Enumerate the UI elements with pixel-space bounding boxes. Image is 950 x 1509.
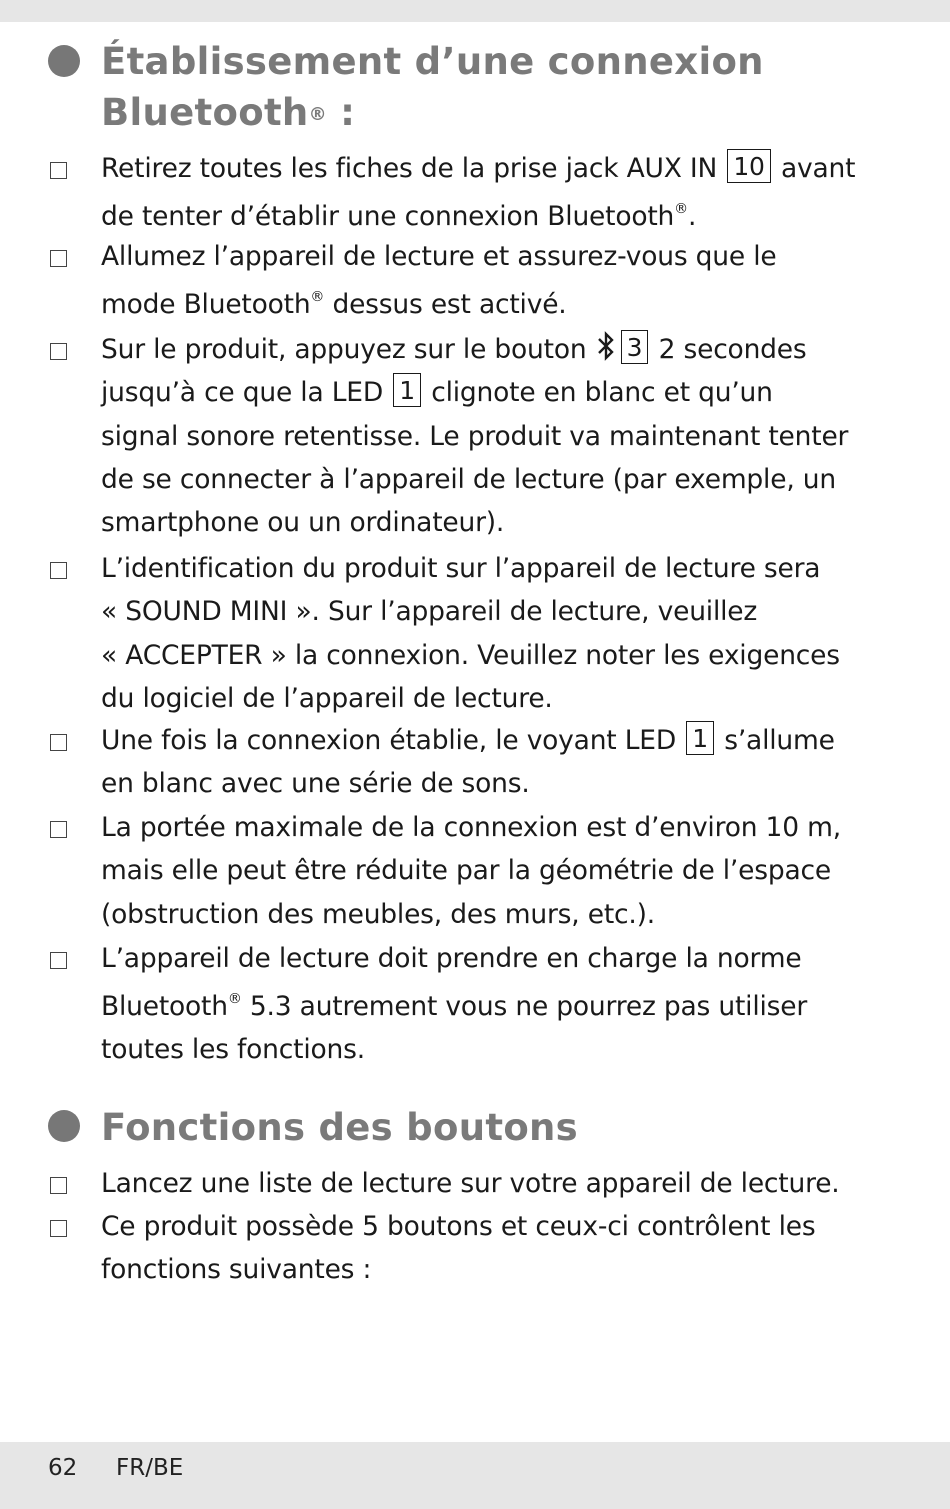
text-span: 5.3 autrement vous ne pourrez pas utiliser (241, 991, 808, 1023)
text-line: smartphone ou un ordinateur). (101, 507, 505, 539)
checkbox-bullet (50, 734, 67, 751)
text-span: Bluetooth (101, 991, 228, 1023)
checkbox-bullet (50, 1220, 67, 1237)
registered-mark: ® (310, 289, 325, 306)
title-bluetooth: Bluetooth (101, 91, 309, 134)
registered-mark: ® (674, 201, 688, 218)
text-span: Sur le produit, appuyez sur le bouton (101, 334, 595, 365)
text-span: 2 secondes (650, 334, 807, 365)
checkbox-bullet (50, 1177, 67, 1194)
checkbox-bullet (50, 821, 67, 838)
heading-bullet (48, 45, 80, 77)
page-number: 62 (48, 1455, 78, 1481)
heading-bullet (48, 1110, 80, 1142)
section-title: Fonctions des boutons (101, 1106, 579, 1149)
text-line: fonctions suivantes : (101, 1254, 372, 1286)
text-span: de tenter d’établir une connexion Bluetooth (101, 201, 675, 233)
text-line (101, 278, 901, 326)
text-span: Une fois la connexion établie, le voyant LED (101, 725, 685, 756)
checkbox-bullet (50, 343, 67, 360)
text-line: Ce produit possède 5 boutons et ceux-ci contrôlent les (101, 1211, 816, 1242)
text-line: du logiciel de l’appareil de lecture. (101, 682, 553, 714)
text-line: « SOUND MINI ». Sur l’appareil de lecture, veuillez (101, 596, 758, 628)
page-locale: FR/BE (116, 1455, 184, 1481)
title-colon: : (326, 91, 356, 134)
reference-number: 1 (686, 721, 714, 755)
reference-number: 3 (621, 330, 649, 364)
text-span: jusqu’à ce que la LED (101, 377, 392, 409)
list-item-text (101, 235, 901, 326)
section-title (101, 36, 921, 138)
list-item-text (101, 147, 901, 238)
checkbox-bullet (50, 250, 67, 267)
text-line: mais elle peut être réduite par la géométrie de l’espace (101, 855, 831, 887)
text-span: dessus est activé. (324, 289, 567, 321)
registered-mark: ® (227, 991, 242, 1008)
text-span: mode Bluetooth (101, 289, 311, 321)
text-line: L’identification du produit sur l’appareil de lecture sera (101, 553, 821, 584)
text-line (101, 980, 901, 1028)
text-line (101, 371, 901, 414)
text-line: Allumez l’appareil de lecture et assurez-vous que le (101, 241, 777, 272)
text-line: signal sonore retentisse. Le produit va maintenant tenter (101, 420, 849, 452)
list-item-text (101, 328, 901, 544)
text-line: de se connecter à l’appareil de lecture (par exemple, un (101, 463, 836, 495)
checkbox-bullet (50, 562, 67, 579)
text-span: s’allume (715, 725, 835, 756)
text-span: Retirez toutes les fiches de la prise jack AUX IN (101, 153, 726, 184)
reference-number: 1 (393, 373, 421, 407)
text-line: en blanc avec une série de sons. (101, 768, 530, 800)
text-line (101, 719, 901, 762)
text-line (101, 190, 901, 238)
text-line: (obstruction des meubles, des murs, etc.). (101, 898, 655, 930)
text-line (101, 328, 901, 371)
registered-mark: ® (308, 104, 327, 125)
section-title-line2 (101, 87, 921, 138)
text-span: . (687, 201, 697, 233)
text-line: La portée maximale de la connexion est d’environ 10 m, (101, 812, 841, 843)
bluetooth-icon (595, 330, 617, 362)
text-line: « ACCEPTER » la connexion. Veuillez noter les exigences (101, 639, 840, 671)
reference-number: 10 (727, 149, 770, 183)
list-item-text (101, 719, 901, 806)
section-title-line1: Établissement d’une connexion (101, 40, 764, 83)
top-band (0, 0, 950, 22)
list-item-text (101, 937, 901, 1072)
list-item-text (101, 1205, 901, 1292)
text-line: Lancez une liste de lecture sur votre appareil de lecture. (101, 1168, 840, 1199)
list-item-text (101, 1162, 901, 1205)
text-span: clignote en blanc et qu’un (423, 377, 773, 409)
checkbox-bullet (50, 952, 67, 969)
text-line: L’appareil de lecture doit prendre en charge la norme (101, 943, 802, 974)
text-span: avant (772, 153, 856, 184)
text-line: toutes les fonctions. (101, 1034, 365, 1066)
list-item-text (101, 806, 901, 936)
list-item-text (101, 547, 901, 720)
checkbox-bullet (50, 162, 67, 179)
text-line (101, 147, 901, 190)
